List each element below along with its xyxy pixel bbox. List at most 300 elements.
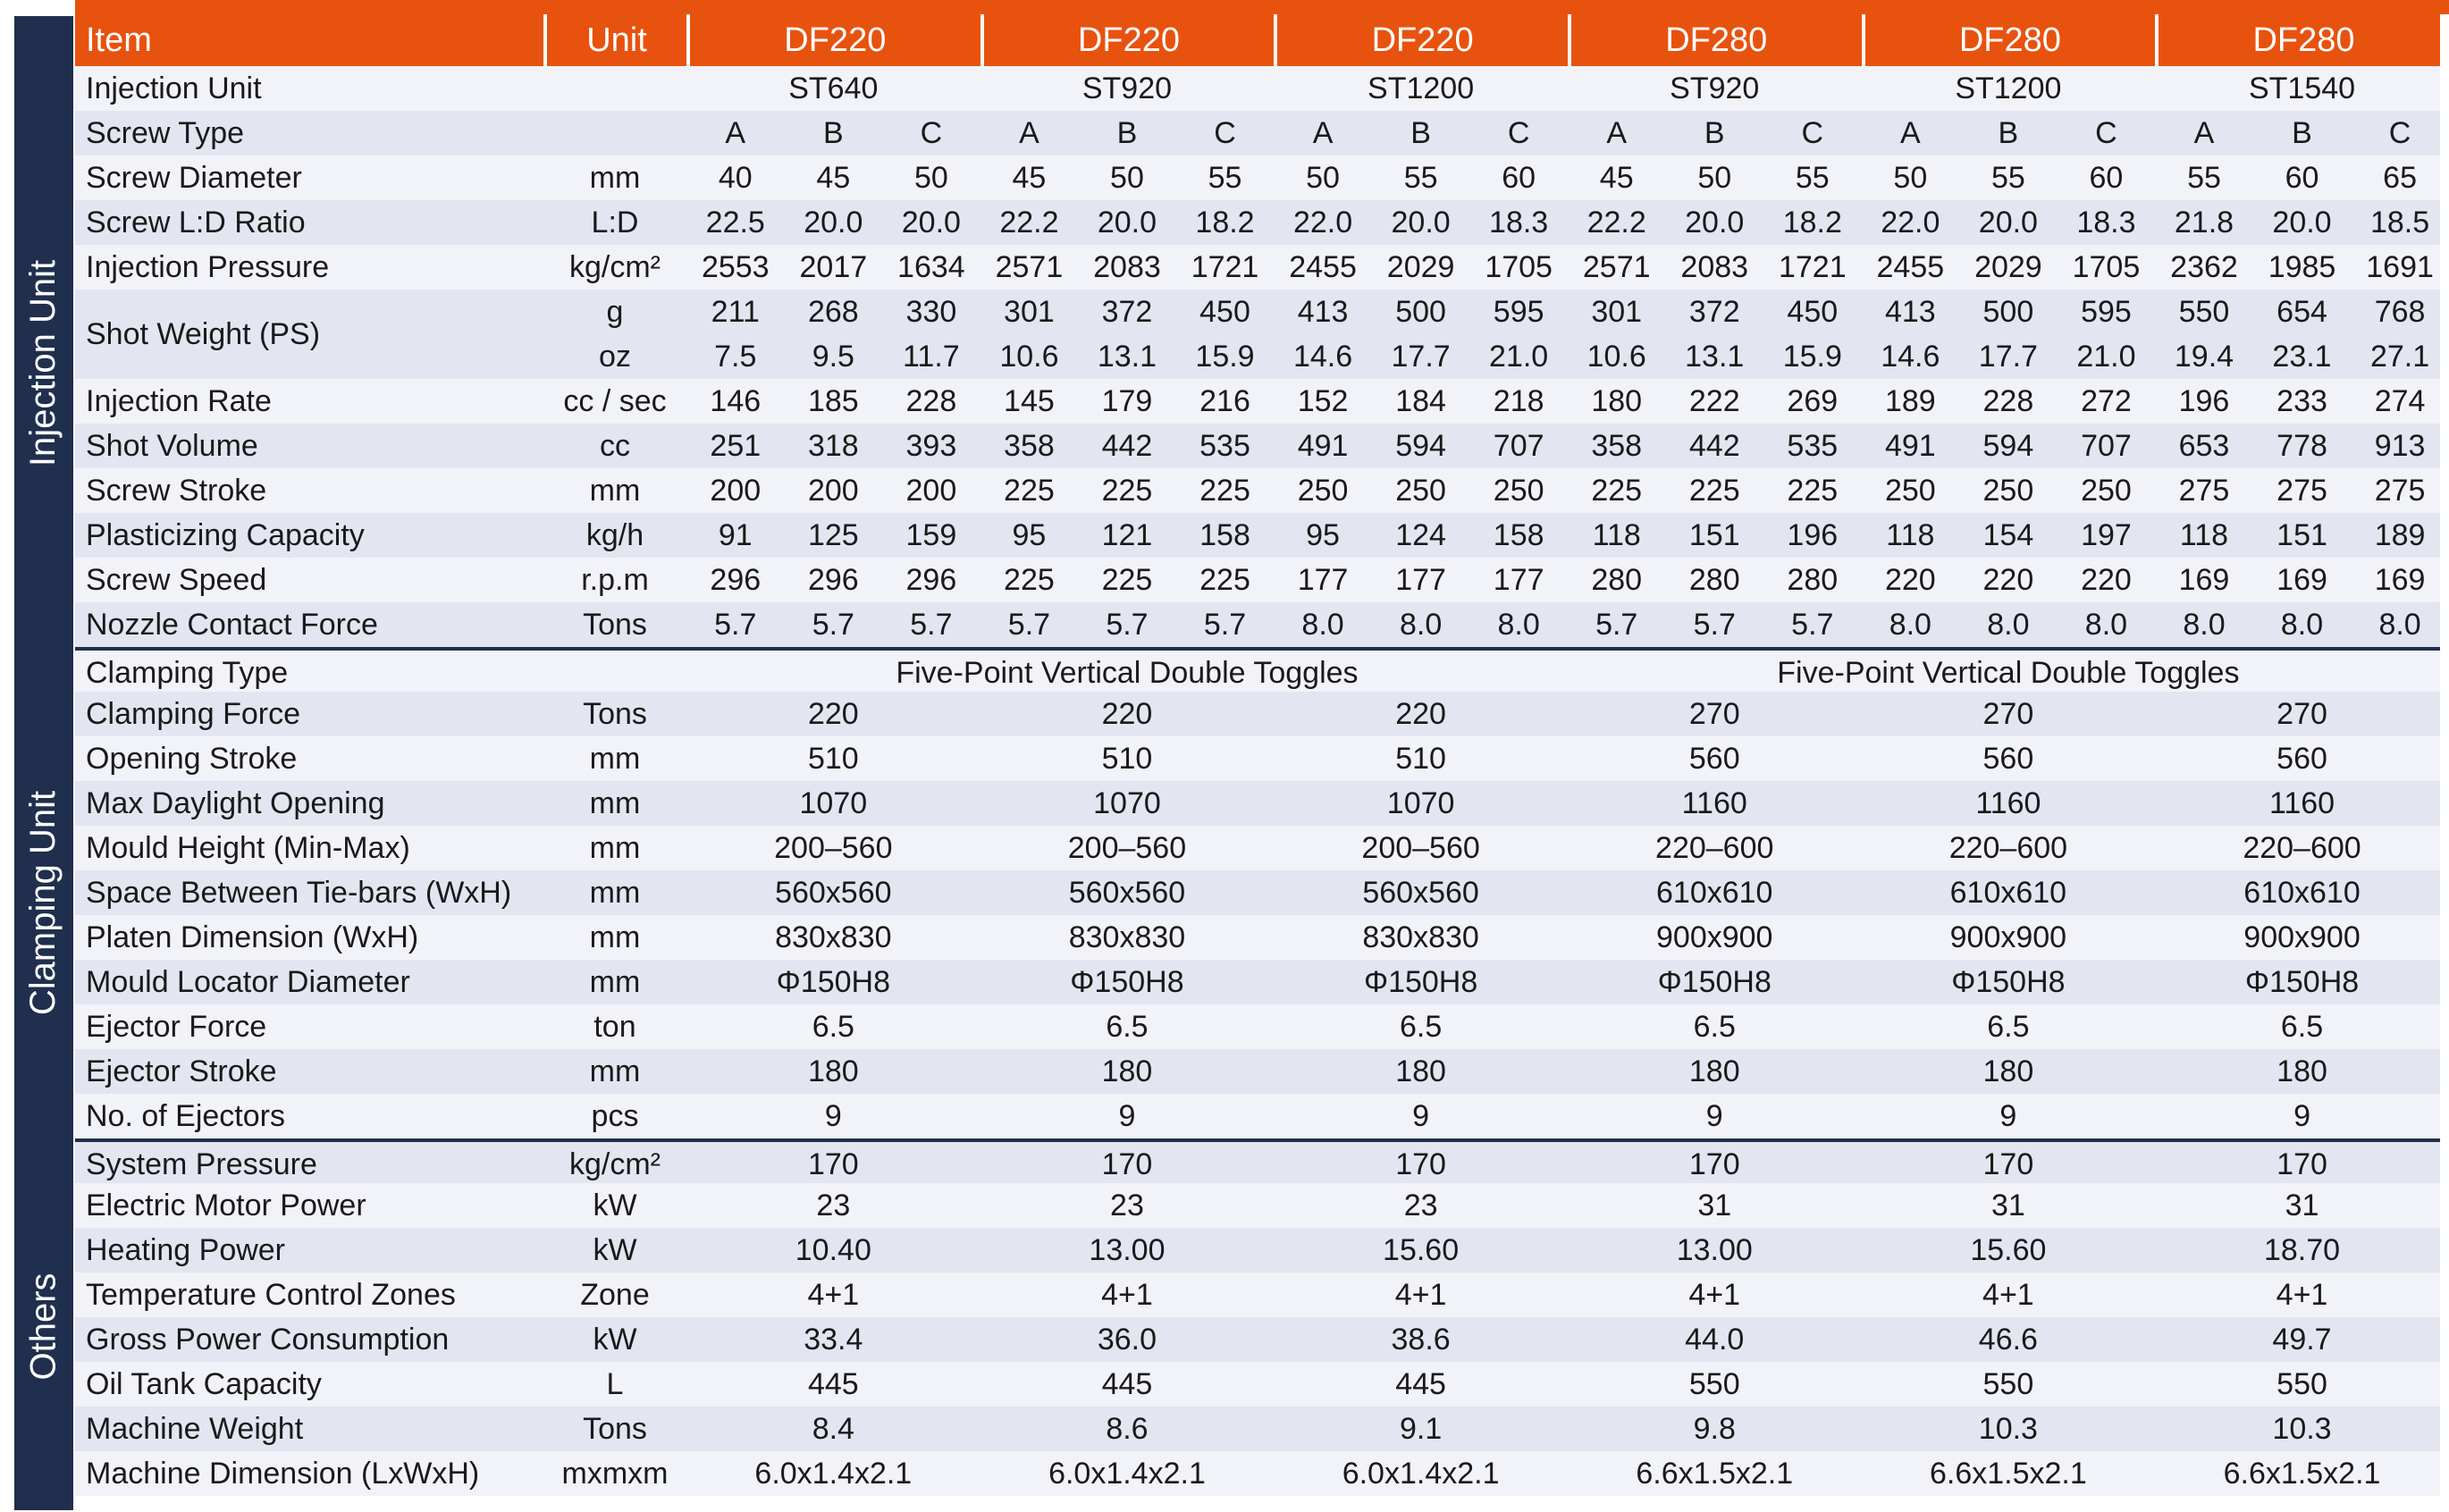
cell-value: 1070 xyxy=(1093,785,1161,820)
cell-value: 22.5 xyxy=(705,205,765,239)
cell-value: 450 xyxy=(1199,294,1250,329)
cell-value: 2571 xyxy=(995,249,1064,284)
cell-value: 13.00 xyxy=(1676,1232,1753,1267)
cell-value: 8.0 xyxy=(2378,607,2421,642)
cell-value: 55 xyxy=(2187,160,2221,195)
cell-value: 45 xyxy=(816,160,851,195)
cell-value: 225 xyxy=(1004,473,1055,508)
cell-value: 46.6 xyxy=(1978,1322,2038,1357)
cell-value: 197 xyxy=(2081,517,2132,552)
row-label: Screw Type xyxy=(86,115,245,150)
row-unit: pcs xyxy=(591,1098,639,1133)
cell-value: 228 xyxy=(905,383,957,418)
cell-value: 8.0 xyxy=(2280,607,2324,642)
cell-value: 33.4 xyxy=(804,1322,863,1357)
table-row xyxy=(75,1317,2440,1362)
row-label: Injection Rate xyxy=(86,383,272,418)
row-unit: mm xyxy=(589,830,641,865)
cell-value: 220 xyxy=(807,696,859,731)
cell-stack xyxy=(1862,290,1960,379)
cell-value: 1691 xyxy=(2366,249,2434,284)
row-label: Space Between Tie-bars (WxH) xyxy=(86,875,512,910)
row-unit: kW xyxy=(593,1232,637,1267)
cell-value: ST640 xyxy=(788,71,879,105)
cell-value: 121 xyxy=(1101,517,1153,552)
row-label: Shot Volume xyxy=(86,428,258,463)
cell-value: 594 xyxy=(1395,428,1446,463)
cell-value: 17.7 xyxy=(1978,339,2038,374)
cell-value: 225 xyxy=(1787,473,1839,508)
row-unit: mxmxm xyxy=(561,1456,669,1491)
cell-value: 560x560 xyxy=(1362,875,1479,910)
cell-value: 510 xyxy=(1101,741,1153,776)
table-row xyxy=(75,200,2440,245)
cell-stack xyxy=(2058,290,2156,379)
cell-value: 450 xyxy=(1787,294,1839,329)
cell-value: 560x560 xyxy=(1068,875,1186,910)
cell-value: 5.7 xyxy=(812,607,854,642)
cell-value: 159 xyxy=(905,517,957,552)
cell-value: 22.2 xyxy=(999,205,1059,239)
cell-value: 218 xyxy=(1493,383,1544,418)
cell-value: 6.6x1.5x2.1 xyxy=(1636,1456,1794,1491)
cell-value: 318 xyxy=(807,428,859,463)
cell-value: 10.40 xyxy=(795,1232,871,1267)
cell-value: 280 xyxy=(1688,562,1740,597)
cell-value: 275 xyxy=(2374,473,2426,508)
cell-stack xyxy=(1665,290,1763,379)
cell-value: 65 xyxy=(2383,160,2417,195)
cell-value: 5.7 xyxy=(1106,607,1149,642)
row-unit: kW xyxy=(593,1188,637,1222)
table-row xyxy=(75,915,2440,960)
cell-value: 170 xyxy=(1688,1147,1740,1181)
cell-value: 2083 xyxy=(1680,249,1749,284)
cell-value: 393 xyxy=(905,428,957,463)
cell-value: 491 xyxy=(1884,428,1936,463)
cell-value: 510 xyxy=(807,741,859,776)
cell-value: 778 xyxy=(2276,428,2327,463)
cell-value: 269 xyxy=(1787,383,1839,418)
cell-value: 8.0 xyxy=(1889,607,1931,642)
row-label: Injection Unit xyxy=(86,71,262,105)
cell-stack xyxy=(785,290,883,379)
cell-value: 180 xyxy=(807,1054,859,1088)
cell-value: 151 xyxy=(1688,517,1740,552)
cell-value: 913 xyxy=(2374,428,2426,463)
row-unit-stack xyxy=(543,290,686,379)
cell-value: 6.6x1.5x2.1 xyxy=(2223,1456,2381,1491)
table-row xyxy=(75,1094,2440,1138)
cell-value: 18.5 xyxy=(2369,205,2430,239)
cell-value: 4+1 xyxy=(1394,1277,1447,1312)
cell-value: 560 xyxy=(2276,741,2327,776)
cell-value: 6.5 xyxy=(812,1009,854,1044)
row-label: Temperature Control Zones xyxy=(86,1277,456,1312)
row-label: Heating Power xyxy=(86,1232,286,1267)
cell-value: 177 xyxy=(1395,562,1446,597)
cell-value: 60 xyxy=(2089,160,2124,195)
cell-value: 125 xyxy=(807,517,859,552)
cell-value: 2455 xyxy=(1289,249,1357,284)
cell-value: 220–600 xyxy=(1948,830,2068,865)
row-unit: L xyxy=(606,1366,624,1401)
cell-value: 31 xyxy=(2285,1188,2319,1222)
row-unit: mm xyxy=(589,160,641,195)
cell-value: 5.7 xyxy=(1791,607,1834,642)
section-label-others: Others xyxy=(23,1272,63,1381)
row-unit: cc xyxy=(600,428,630,463)
cell-value: 535 xyxy=(1199,428,1250,463)
header-row xyxy=(75,14,2440,66)
cell-value: ST1540 xyxy=(2248,71,2356,105)
cell-value: 830x830 xyxy=(1362,920,1479,954)
cell-value: 500 xyxy=(1982,294,2034,329)
cell-value: 21.0 xyxy=(2076,339,2136,374)
cell-value: 275 xyxy=(2178,473,2230,508)
cell-value: 610x610 xyxy=(1949,875,2067,910)
cell-value: 296 xyxy=(807,562,859,597)
cell-value: 189 xyxy=(1884,383,1936,418)
cell-value: 707 xyxy=(2081,428,2132,463)
cell-value: C xyxy=(2388,115,2411,150)
row-label: Machine Dimension (LxWxH) xyxy=(86,1456,480,1491)
cell-value: 200–560 xyxy=(774,830,893,865)
cell-value: 301 xyxy=(1004,294,1055,329)
cell-value: 550 xyxy=(2178,294,2230,329)
header-model: DF220 xyxy=(686,14,980,66)
cell-value: 118 xyxy=(1592,517,1641,552)
cell-value: C xyxy=(920,115,943,150)
cell-value: 550 xyxy=(1982,1366,2034,1401)
cell-value: 45 xyxy=(1012,160,1047,195)
cell-value: 1721 xyxy=(1778,249,1847,284)
table-row xyxy=(75,66,2440,111)
row-label: Screw Speed xyxy=(86,562,267,597)
row-unit: mm xyxy=(589,741,641,776)
cell-value: 550 xyxy=(1688,1366,1740,1401)
cell-value: 13.00 xyxy=(1089,1232,1166,1267)
table-row xyxy=(75,736,2440,781)
cell-value: 5.7 xyxy=(1693,607,1736,642)
row-unit: mm xyxy=(589,785,641,820)
cell-value: 442 xyxy=(1101,428,1153,463)
row-label: Electric Motor Power xyxy=(86,1188,366,1222)
cell-value: 180 xyxy=(1591,383,1643,418)
cell-value: 4+1 xyxy=(1101,1277,1153,1312)
cell-value: 8.0 xyxy=(2084,607,2128,642)
header-model: DF280 xyxy=(2155,14,2449,66)
cell-value: 196 xyxy=(1787,517,1839,552)
table-row xyxy=(75,290,2440,379)
cell-stack xyxy=(2155,290,2253,379)
cell-value: 50 xyxy=(1306,160,1340,195)
cell-value: 7.5 xyxy=(714,339,757,374)
cell-value: 220–600 xyxy=(1655,830,1774,865)
cell-value: 20.0 xyxy=(1391,205,1451,239)
cell-value: 8.4 xyxy=(812,1411,854,1446)
cell-value: C xyxy=(1214,115,1236,150)
cell-value: Φ150H8 xyxy=(1657,964,1772,999)
table-row xyxy=(75,1183,2440,1228)
cell-value: 268 xyxy=(807,294,859,329)
row-unit: ton xyxy=(593,1009,636,1044)
cell-value: 55 xyxy=(1403,160,1438,195)
row-label: System Pressure xyxy=(86,1147,317,1181)
cell-value: 22.2 xyxy=(1586,205,1646,239)
row-label: Ejector Force xyxy=(86,1009,267,1044)
cell-value: 38.6 xyxy=(1391,1322,1451,1357)
cell-value: 10.3 xyxy=(1978,1411,2038,1446)
row-unit: cc / sec xyxy=(563,383,667,418)
cell-value: 200 xyxy=(905,473,957,508)
cell-value: 8.6 xyxy=(1106,1411,1149,1446)
table-row xyxy=(75,870,2440,915)
cell-value: 2029 xyxy=(1974,249,2042,284)
cell-value: 500 xyxy=(1395,294,1446,329)
cell-value: ST920 xyxy=(1670,71,1760,105)
cell-value: 9.5 xyxy=(812,339,854,374)
cell-value: 233 xyxy=(2276,383,2327,418)
row-unit: Zone xyxy=(580,1277,650,1312)
cell-value: B xyxy=(1116,115,1138,150)
table-row xyxy=(75,424,2440,468)
cell-value: 50 xyxy=(1110,160,1144,195)
cell-value: 9.8 xyxy=(1693,1411,1736,1446)
row-unit: mm xyxy=(589,920,641,954)
row-unit: r.p.m xyxy=(581,562,649,597)
cell-value: 152 xyxy=(1297,383,1349,418)
cell-value: 31 xyxy=(1990,1188,2025,1222)
cell-value: 707 xyxy=(1493,428,1544,463)
cell-value: 200–560 xyxy=(1361,830,1480,865)
cell-value: 180 xyxy=(1395,1054,1446,1088)
clamping-type-right: Five-Point Vertical Double Toggles xyxy=(1777,655,2240,690)
table-row xyxy=(75,692,2440,736)
cell-value: 196 xyxy=(2178,383,2230,418)
cell-value: 60 xyxy=(1502,160,1536,195)
cell-value: 222 xyxy=(1688,383,1740,418)
cell-value: 413 xyxy=(1884,294,1936,329)
cell-value: 23 xyxy=(816,1188,851,1222)
cell-stack xyxy=(1372,290,1470,379)
cell-value: 146 xyxy=(710,383,762,418)
clamping-type-left: Five-Point Vertical Double Toggles xyxy=(896,655,1359,690)
cell-value: 1160 xyxy=(2268,785,2335,820)
cell-stack xyxy=(1763,290,1862,379)
table-row xyxy=(75,826,2440,870)
cell-value: 2017 xyxy=(799,249,868,284)
row-label: Clamping Force xyxy=(86,696,300,731)
cell-value: A xyxy=(1019,115,1039,150)
cell-value: 510 xyxy=(1395,741,1446,776)
cell-value: 18.70 xyxy=(2263,1232,2341,1267)
cell-value: 1070 xyxy=(1386,785,1455,820)
cell-value: 610x610 xyxy=(2243,875,2361,910)
cell-value: 5.7 xyxy=(1007,607,1051,642)
cell-value: B xyxy=(822,115,844,150)
cell-value: 20.0 xyxy=(804,205,863,239)
cell-value: 169 xyxy=(2178,562,2230,597)
cell-value: 250 xyxy=(2081,473,2132,508)
cell-value: 6.0x1.4x2.1 xyxy=(754,1456,913,1491)
cell-value: 20.0 xyxy=(1685,205,1745,239)
row-label: Ejector Stroke xyxy=(86,1054,277,1088)
cell-value: 55 xyxy=(1795,160,1830,195)
cell-value: 118 xyxy=(1886,517,1935,552)
table-row xyxy=(75,1049,2440,1094)
cell-value: Φ150H8 xyxy=(776,964,890,999)
cell-value: ST1200 xyxy=(1368,71,1475,105)
cell-value: 220–600 xyxy=(2243,830,2361,865)
cell-value: 180 xyxy=(1688,1054,1740,1088)
cell-value: 9 xyxy=(1118,1098,1136,1133)
table-row xyxy=(75,1451,2440,1496)
cell-stack xyxy=(2351,290,2449,379)
cell-value: 595 xyxy=(1493,294,1544,329)
cell-value: 296 xyxy=(905,562,957,597)
cell-value: 10.3 xyxy=(2272,1411,2332,1446)
table-row xyxy=(75,960,2440,1004)
cell-value: 60 xyxy=(2285,160,2319,195)
cell-value: 296 xyxy=(710,562,762,597)
cell-stack xyxy=(882,290,980,379)
cell-value: 18.2 xyxy=(1782,205,1842,239)
cell-value: 6.5 xyxy=(1693,1009,1736,1044)
cell-value: 1160 xyxy=(1681,785,1747,820)
table-row xyxy=(75,155,2440,200)
cell-value: 5.7 xyxy=(1595,607,1638,642)
cell-value: 13.1 xyxy=(1685,339,1745,374)
cell-value: 184 xyxy=(1395,383,1446,418)
cell-value: 216 xyxy=(1199,383,1250,418)
cell-value: 251 xyxy=(710,428,762,463)
cell-value: 1721 xyxy=(1191,249,1259,284)
cell-value: 413 xyxy=(1297,294,1349,329)
cell-value: 220 xyxy=(1982,562,2034,597)
row-unit: g xyxy=(606,294,624,329)
cell-value: 228 xyxy=(1982,383,2034,418)
cell-value: Φ150H8 xyxy=(2244,964,2360,999)
cell-value: 44.0 xyxy=(1685,1322,1745,1357)
row-unit: Tons xyxy=(583,1411,647,1446)
row-label: No. of Ejectors xyxy=(86,1098,285,1133)
cell-value: B xyxy=(2292,115,2312,150)
cell-value: 280 xyxy=(1787,562,1839,597)
cell-value: 180 xyxy=(1982,1054,2034,1088)
table-row xyxy=(75,1138,2440,1187)
row-unit: kW xyxy=(593,1322,637,1357)
cell-value: 2083 xyxy=(1093,249,1161,284)
row-label: Nozzle Contact Force xyxy=(86,607,378,642)
table-row xyxy=(75,602,2440,647)
cell-value: 280 xyxy=(1591,562,1643,597)
cell-value: 900x900 xyxy=(2243,920,2361,954)
cell-value: 830x830 xyxy=(1068,920,1186,954)
cell-value: 270 xyxy=(1688,696,1740,731)
cell-value: Φ150H8 xyxy=(1070,964,1184,999)
cell-value: 250 xyxy=(1493,473,1544,508)
table-row xyxy=(75,1407,2440,1451)
cell-value: 445 xyxy=(1395,1366,1446,1401)
row-label: Mould Height (Min-Max) xyxy=(86,830,410,865)
header-model: DF220 xyxy=(1274,14,1568,66)
cell-value: 45 xyxy=(1599,160,1634,195)
cell-value: A xyxy=(2193,115,2215,150)
cell-value: 118 xyxy=(2179,517,2229,552)
cell-value: 50 xyxy=(1697,160,1732,195)
cell-value: 4+1 xyxy=(807,1277,860,1312)
cell-value: 17.7 xyxy=(1391,339,1451,374)
cell-value: 358 xyxy=(1591,428,1643,463)
cell-value: 4+1 xyxy=(1688,1277,1741,1312)
cell-value: 225 xyxy=(1101,473,1153,508)
cell-value: 900x900 xyxy=(1949,920,2067,954)
cell-value: 27.1 xyxy=(2369,339,2430,374)
cell-value: 9 xyxy=(1412,1098,1430,1133)
cell-value: A xyxy=(725,115,746,150)
cell-value: 560 xyxy=(1688,741,1740,776)
row-label: Opening Stroke xyxy=(86,741,298,776)
cell-value: 95 xyxy=(1012,517,1047,552)
cell-value: 270 xyxy=(1982,696,2034,731)
row-label: Machine Weight xyxy=(86,1411,304,1446)
row-label: Oil Tank Capacity xyxy=(86,1366,322,1401)
cell-value: 6.0x1.4x2.1 xyxy=(1048,1456,1206,1491)
cell-value: 151 xyxy=(2276,517,2327,552)
cell-value: 23 xyxy=(1110,1188,1144,1222)
table-row xyxy=(75,111,2440,155)
cell-value: 36.0 xyxy=(1097,1322,1157,1357)
cell-value: 653 xyxy=(2178,428,2230,463)
cell-value: 179 xyxy=(1101,383,1153,418)
cell-value: A xyxy=(1899,115,1921,150)
cell-value: 21.8 xyxy=(2174,205,2234,239)
cell-value: 560 xyxy=(1982,741,2034,776)
section-label-clamping: Clamping Unit xyxy=(23,790,63,1015)
cell-value: 6.6x1.5x2.1 xyxy=(1929,1456,2087,1491)
cell-value: 169 xyxy=(2374,562,2426,597)
row-label: Screw L:D Ratio xyxy=(86,205,306,239)
table-row xyxy=(75,1228,2440,1273)
row-label: Injection Pressure xyxy=(86,249,330,284)
cell-value: 50 xyxy=(1893,160,1928,195)
cell-value: 18.2 xyxy=(1195,205,1255,239)
cell-value: 200–560 xyxy=(1067,830,1187,865)
cell-value: 145 xyxy=(1004,383,1055,418)
cell-value: 250 xyxy=(1884,473,1936,508)
cell-value: 13.1 xyxy=(1097,339,1157,374)
cell-value: 2553 xyxy=(701,249,770,284)
cell-value: 40 xyxy=(718,160,753,195)
row-unit: mm xyxy=(589,473,641,508)
table-row xyxy=(75,647,2440,695)
cell-value: ST1200 xyxy=(1955,71,2062,105)
cell-value: 169 xyxy=(2276,562,2327,597)
cell-value: 20.0 xyxy=(901,205,961,239)
cell-value: 23 xyxy=(1403,1188,1438,1222)
cell-value: 8.0 xyxy=(1399,607,1443,642)
header-item: Item xyxy=(86,21,152,59)
cell-value: 170 xyxy=(807,1147,859,1181)
cell-value: A xyxy=(1312,115,1334,150)
cell-value: 610x610 xyxy=(1656,875,1773,910)
cell-value: 445 xyxy=(1101,1366,1153,1401)
row-unit: mm xyxy=(589,875,641,910)
row-label: Plasticizing Capacity xyxy=(86,517,365,552)
cell-value: 10.6 xyxy=(999,339,1059,374)
cell-value: 2029 xyxy=(1386,249,1455,284)
